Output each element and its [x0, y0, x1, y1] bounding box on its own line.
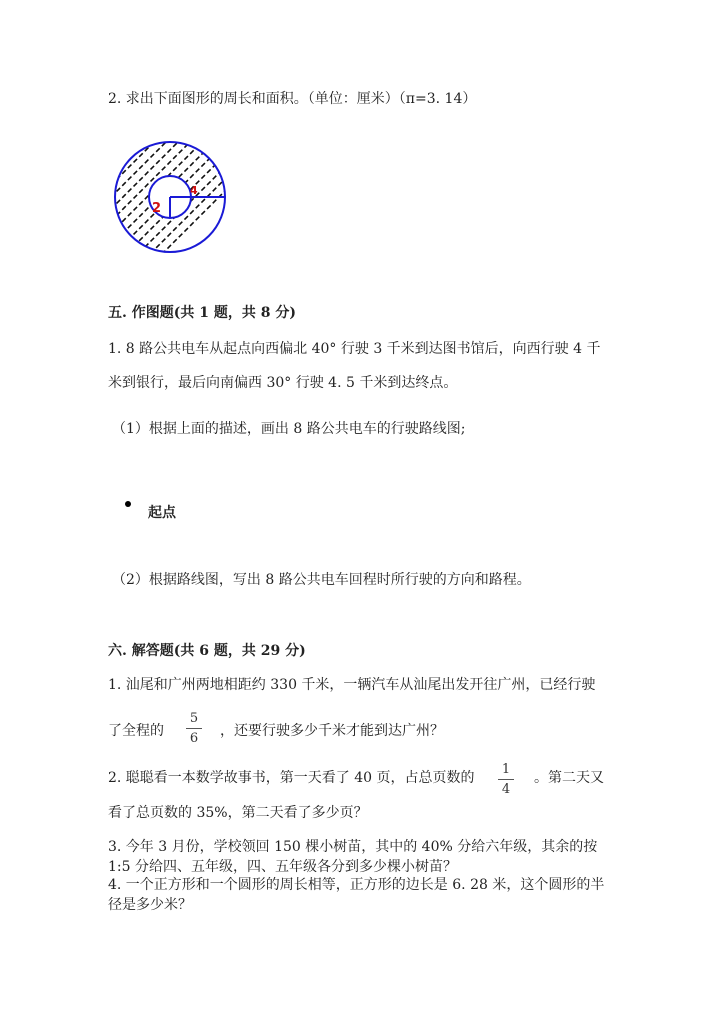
s6-q3-line2: 1:5 分给四、五年级，四、五年级各分到多少棵小树苗？: [108, 859, 457, 875]
s5-q1-line1: 1. 8 路公共电车从起点向西偏北 40° 行驶 3 千米到达图书馆后，向西行驶 4 千: [108, 341, 601, 357]
s5-sub2: （2）根据路线图，写出 8 路公共电车回程时所行驶的方向和路程。: [112, 572, 531, 588]
s6-q4-line1: 4. 一个正方形和一个圆形的周长相等，正方形的边长是 6. 28 米，这个圆形的半: [108, 877, 605, 893]
s6-q2-line2: 看了总页数的 35%，第二天看了多少页？: [108, 805, 368, 821]
outer-radius-label: 4: [190, 184, 198, 197]
inner-radius-label: 2: [152, 201, 162, 216]
s5-q1-line2: 米到银行，最后向南偏西 30° 行驶 4. 5 千米到达终点。: [108, 375, 458, 391]
fraction-denominator: 6: [189, 731, 199, 746]
s6-q1-line1: 1. 汕尾和广州两地相距约 330 千米，一辆汽车从汕尾出发开往广州，已经行驶: [108, 677, 596, 693]
fraction-denominator: 4: [501, 782, 511, 797]
start-point-label: 起点: [148, 505, 176, 521]
fraction-numerator: 5: [189, 711, 199, 726]
section-6-title: 六. 解答题(共 6 题，共 29 分): [108, 643, 306, 659]
s6-q1-suffix: ，还要行驶多少千米才能到达广州？: [220, 723, 444, 739]
s6-q1-prefix: 了全程的: [108, 723, 164, 739]
s6-q4-line2: 径是多少米？: [108, 897, 192, 913]
s6-q2-prefix: 2. 聪聪看一本数学故事书，第一天看了 40 页，占总页数的: [108, 770, 475, 786]
s6-q2-suffix: 。第二天又: [534, 770, 604, 786]
section-5-title: 五. 作图题(共 1 题，共 8 分): [108, 305, 296, 321]
start-point-dot: [125, 501, 131, 507]
s5-sub1: （1）根据上面的描述，画出 8 路公共电车的行驶路线图;: [112, 421, 466, 437]
annulus-figure: [100, 128, 240, 268]
question-2-text: 2. 求出下面图形的周长和面积。（单位：厘米）（π=3. 14）: [108, 91, 477, 107]
fraction-numerator: 1: [501, 762, 511, 777]
s6-q3-line1: 3. 今年 3 月份，学校领回 150 棵小树苗，其中的 40% 分给六年级，其余的按: [108, 839, 598, 855]
fraction-five-sixths: [184, 712, 204, 745]
fraction-one-quarter: [496, 763, 516, 796]
